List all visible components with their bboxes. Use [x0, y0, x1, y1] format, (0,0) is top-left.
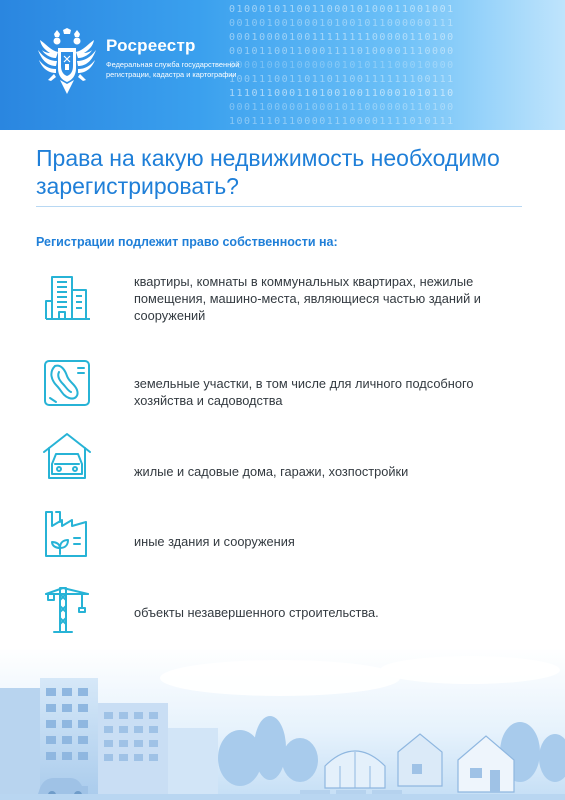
- binary-digits-row: 001001001000101001011000000111: [229, 18, 455, 29]
- list-item: [36, 358, 526, 414]
- city-landscape-illustration: [0, 648, 565, 800]
- binary-digits-row: 000100001001111111100000110100: [229, 32, 455, 43]
- apartment-building-icon: [42, 272, 92, 322]
- list-item: [36, 272, 526, 328]
- construction-crane-icon: [42, 584, 92, 634]
- house-garage-car-icon: [42, 430, 92, 480]
- org-name: Росреестр: [106, 36, 196, 55]
- land-plot-map-icon: [42, 358, 92, 408]
- factory-icon: [42, 508, 92, 558]
- double-headed-eagle-emblem-icon: [36, 28, 98, 98]
- list-item: [36, 508, 526, 564]
- binary-code-pattern: [225, 0, 565, 130]
- binary-digits-row: 010001011001100010100011001001: [229, 4, 455, 15]
- binary-digits-row: 000010001000000101011100010000: [229, 60, 455, 71]
- org-subtitle: Федеральная служба государственной регистрации, кадастра и картографии: [106, 60, 240, 79]
- title-divider: [36, 206, 522, 207]
- item-text: иные здания и сооружения: [134, 534, 295, 549]
- binary-digits-row: 001011001100011110100001110000: [229, 46, 455, 57]
- binary-digits-row: 100111001101101100111111100111: [229, 74, 455, 85]
- binary-digits-row: 000110000010001011000000110100: [229, 102, 455, 113]
- item-text: земельные участки, в том числе для личного подсобного хозяйства и садоводства: [134, 376, 474, 408]
- header-banner: [0, 0, 565, 130]
- item-text: объекты незавершенного строительства.: [134, 605, 379, 620]
- list-item: [36, 584, 526, 640]
- item-text: жилые и садовые дома, гаражи, хозпостройки: [134, 464, 409, 479]
- item-text: квартиры, комнаты в коммунальных квартирах, нежилые помещения, машино-места, являющиеся частью зданий и сооружений: [134, 274, 481, 323]
- binary-digits-row: 100111011000011100001111010111: [229, 116, 455, 127]
- list-item: [36, 430, 526, 486]
- section-subtitle: Регистрации подлежит право собственности на:: [36, 235, 338, 249]
- page-title: Права на какую недвижимость необходимо зарегистрировать?: [36, 145, 500, 199]
- binary-digits-row: 111011000110100100110001010110: [229, 88, 455, 99]
